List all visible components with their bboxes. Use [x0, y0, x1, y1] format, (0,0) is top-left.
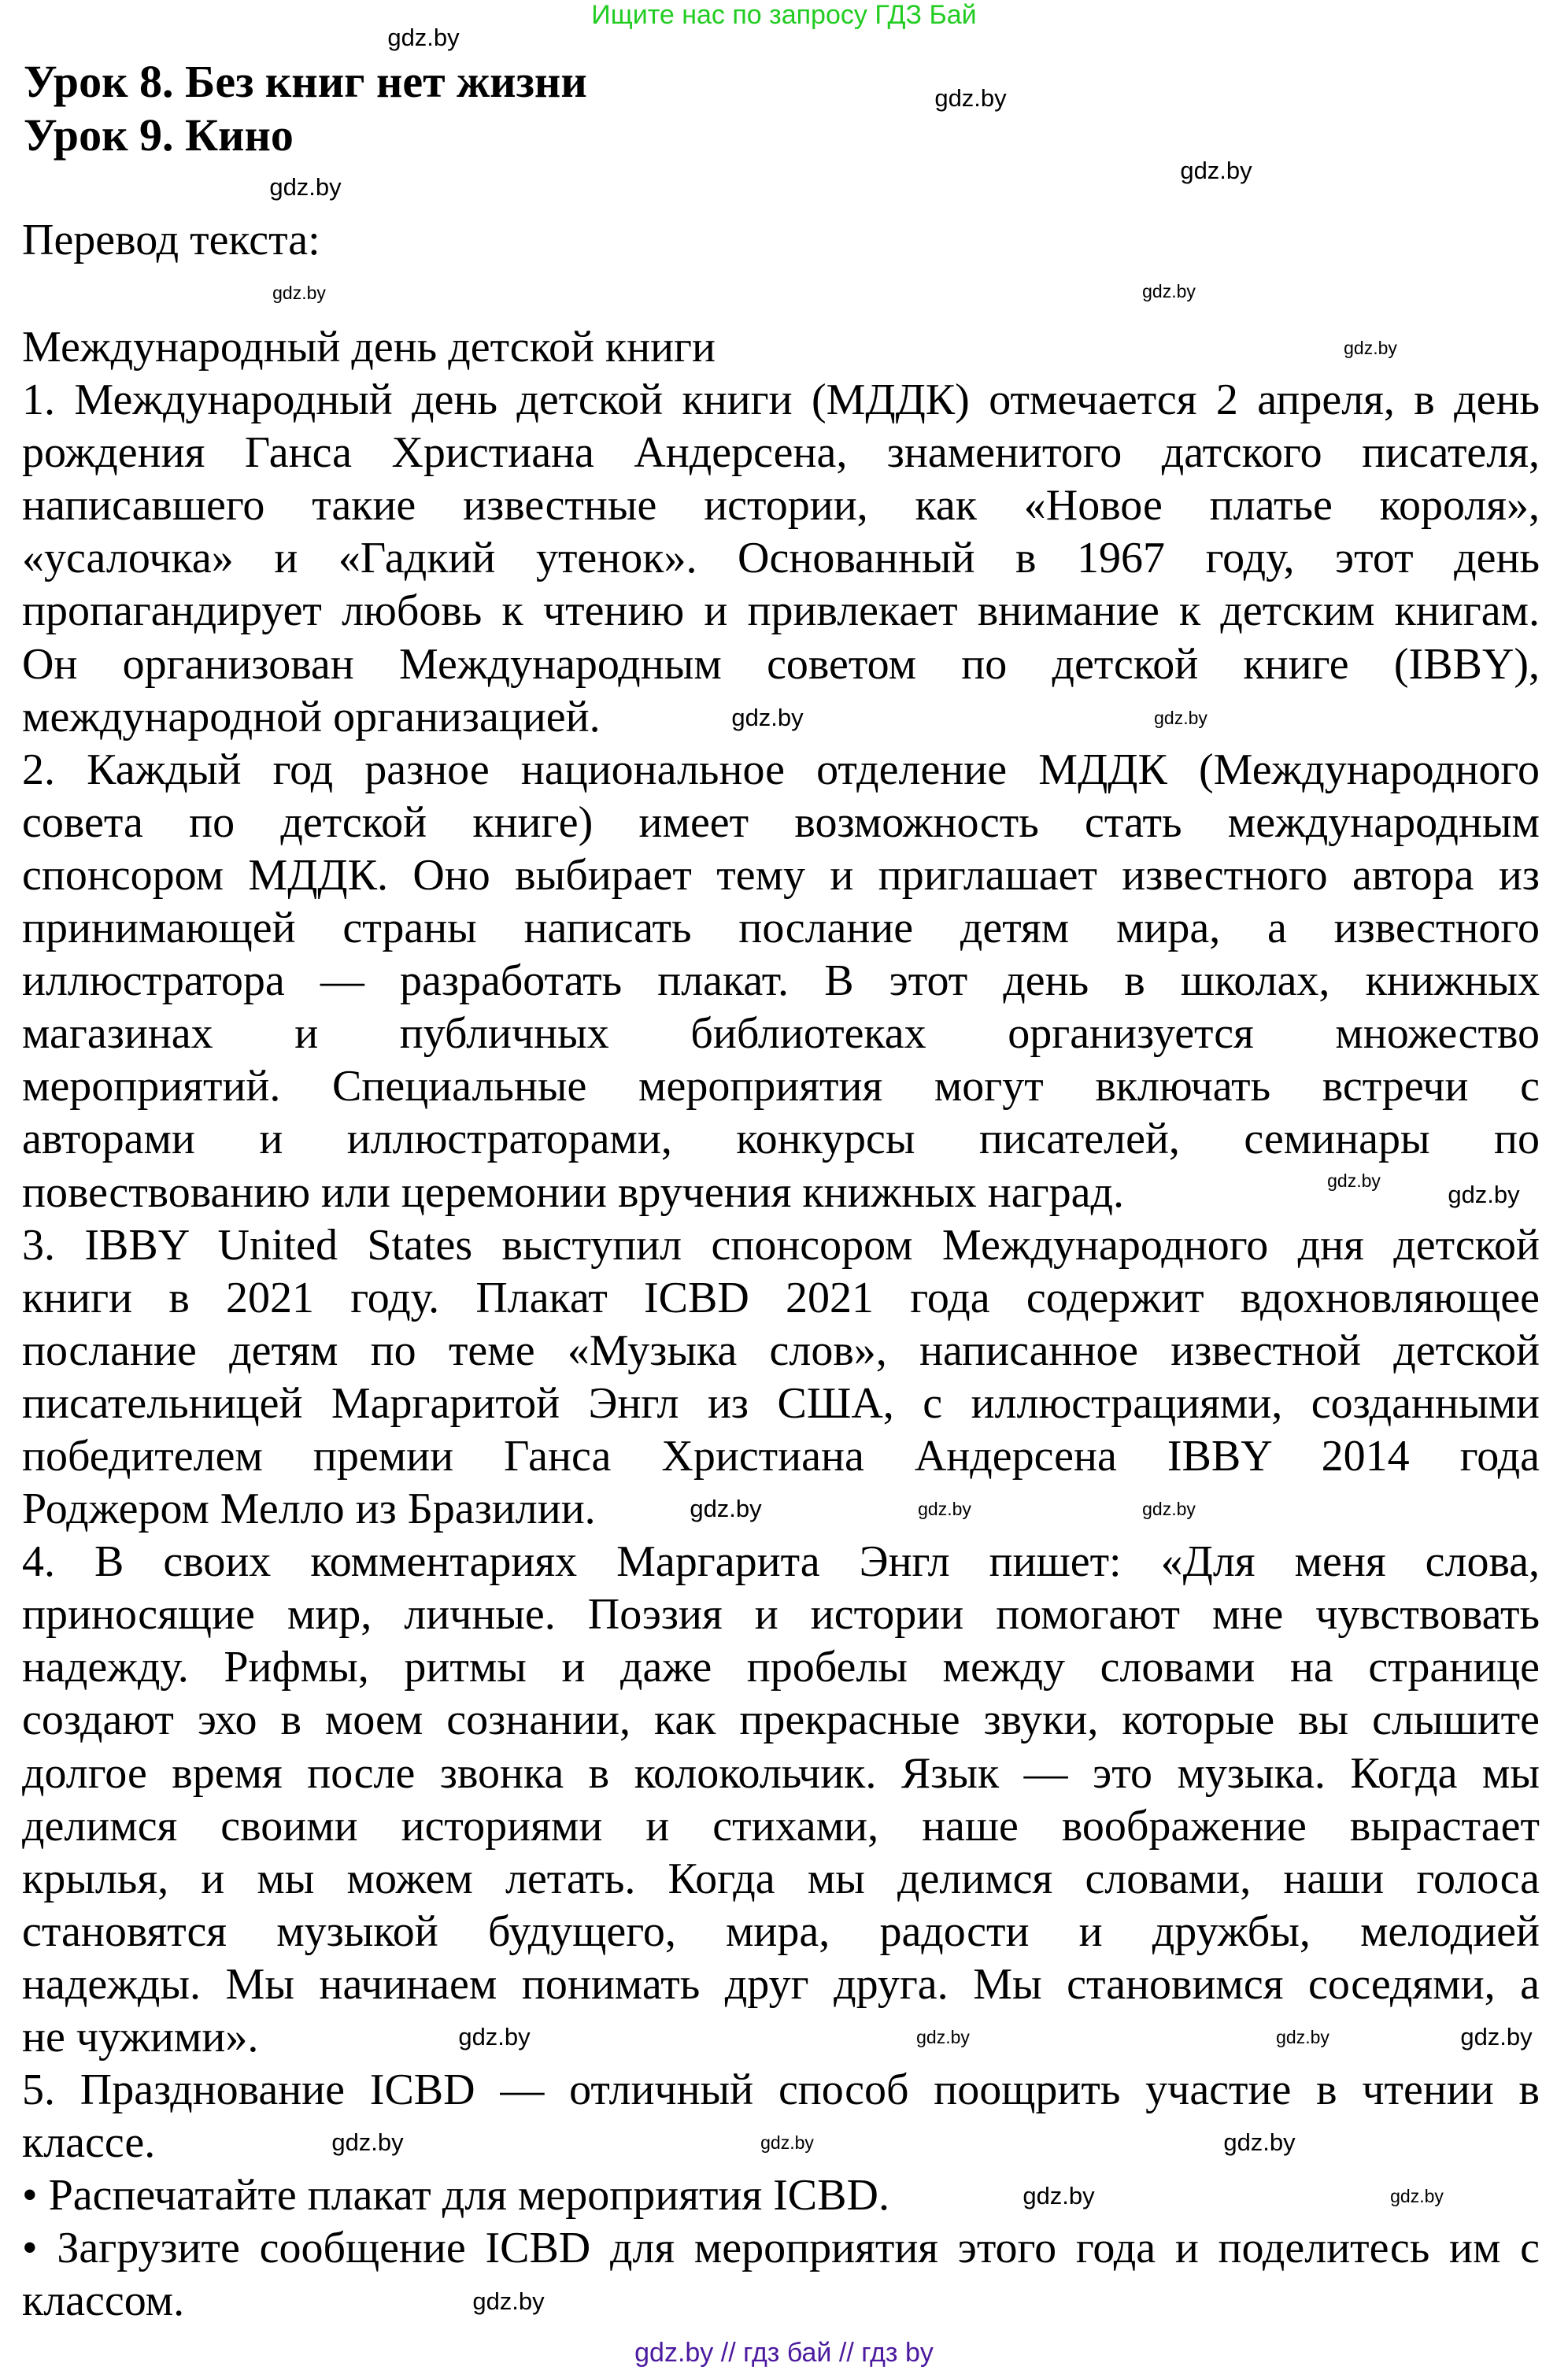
watermark: gdz.by: [269, 173, 342, 201]
text-line: принимающей страны написать послание детям мира, а известного: [22, 904, 1540, 953]
watermark: gdz.by: [1344, 338, 1397, 358]
watermark: gdz.by: [760, 2132, 814, 2153]
text-line: победителем премии Ганса Христиана Андерсена IBBY 2014 года: [22, 1431, 1540, 1481]
text-line: надежды. Мы начинаем понимать друг друга. Мы становимся соседями, а: [22, 1959, 1540, 2009]
text-line: не чужими».: [22, 2013, 259, 2062]
watermark: gdz.by: [916, 2027, 970, 2047]
text-line: мероприятий. Специальные мероприятия могут включать встречи с: [22, 1062, 1540, 1111]
text-line: • Загрузите сообщение ICBD для мероприятия этого года и поделитесь им с: [22, 2224, 1540, 2273]
watermark: gdz.by: [1023, 2182, 1095, 2209]
text-line: 4. В своих комментариях Маргарита Энгл пишет: «Для меня слова,: [22, 1537, 1540, 1587]
watermark: gdz.by: [1448, 1181, 1520, 1208]
text-line: Роджером Мелло из Бразилии.: [22, 1485, 596, 1534]
text-line: надежду. Рифмы, ритмы и даже пробелы между словами на странице: [22, 1643, 1540, 1692]
text-line: рождения Ганса Христиана Андерсена, знаменитого датского писателя,: [22, 428, 1540, 478]
text-line: • Распечатайте плакат для мероприятия ICBD.: [22, 2171, 889, 2221]
watermark: gdz.by: [1180, 157, 1252, 184]
watermark: gdz.by: [1460, 2023, 1533, 2050]
text-line: долгое время после звонка в колокольчик. Язык — это музыка. Когда мы: [22, 1748, 1540, 1798]
text-line: делимся своими историями и стихами, наше воображение вырастает: [22, 1801, 1540, 1851]
text-line: писательницей Маргаритой Энгл из США, с иллюстрациями, созданными: [22, 1378, 1540, 1428]
watermark: gdz.by: [1154, 708, 1207, 728]
text-line: авторами и иллюстраторами, конкурсы писателей, семинары по: [22, 1115, 1540, 1164]
watermark: gdz.by: [331, 2128, 404, 2156]
article-title: Международный день детской книги: [22, 323, 716, 372]
text-line: классе.: [22, 2118, 156, 2168]
text-line: классом.: [22, 2276, 185, 2326]
footer-links[interactable]: gdz.by // гдз бай // гдз by: [634, 2338, 934, 2368]
text-line: иллюстратора — разработать плакат. В этот день в школах, книжных: [22, 956, 1540, 1006]
text-line: магазинах и публичных библиотеках организуется множество: [22, 1009, 1540, 1059]
text-line: 1. Международный день детской книги (МДДК) отмечается 2 апреля, в день: [22, 375, 1540, 425]
text-line: «усалочка» и «Гадкий утенок». Основанный в 1967 году, этот день: [22, 534, 1540, 583]
text-line: написавшего такие известные истории, как «Новое платье короля»,: [22, 481, 1540, 531]
watermark: gdz.by: [1142, 1499, 1196, 1519]
text-line: приносящие мир, личные. Поэзия и истории помогают мне чувствовать: [22, 1590, 1540, 1640]
text-line: спонсором МДДК. Оно выбирает тему и приглашает известного автора из: [22, 850, 1540, 900]
text-line: создают эхо в моем сознании, как прекрасные звуки, которые вы слышите: [22, 1695, 1540, 1745]
watermark: gdz.by: [1327, 1170, 1381, 1191]
translation-heading: Перевод текста:: [22, 216, 320, 264]
text-line: послание детям по теме «Музыка слов», написанное известной детской: [22, 1326, 1540, 1375]
text-line: совета по детской книге) имеет возможность стать международным: [22, 797, 1540, 847]
text-line: пропагандирует любовь к чтению и привлекает внимание к детским книгам.: [22, 586, 1540, 636]
text-line: 3. IBBY United States выступил спонсором Международного дня детской: [22, 1220, 1540, 1270]
watermark: gdz.by: [1142, 281, 1196, 301]
watermark: gdz.by: [731, 704, 804, 731]
text-line: крылья, и мы можем летать. Когда мы делимся словами, наши голоса: [22, 1854, 1540, 1903]
text-line: Он организован Международным советом по детской книге (IBBY),: [22, 639, 1540, 689]
watermark: gdz.by: [272, 283, 326, 303]
text-line: повествованию или церемонии вручения книжных наград.: [22, 1167, 1124, 1217]
lesson-8-title: Урок 8. Без книг нет жизни: [24, 56, 587, 107]
watermark: gdz.by: [934, 84, 1007, 112]
watermark: gdz.by: [1390, 2186, 1444, 2206]
lesson-9-title: Урок 9. Кино: [24, 109, 294, 161]
watermark: gdz.by: [472, 2287, 545, 2315]
text-line: 2. Каждый год разное национальное отделение МДДК (Международного: [22, 745, 1540, 794]
watermark: gdz.by: [387, 24, 460, 51]
watermark: gdz.by: [690, 1495, 762, 1522]
watermark: gdz.by: [458, 2023, 531, 2050]
watermark: gdz.by: [918, 1499, 971, 1519]
text-line: книги в 2021 году. Плакат ICBD 2021 года содержит вдохновляющее: [22, 1273, 1540, 1322]
text-line: становятся музыкой будущего, мира, радости и дружбы, мелодией: [22, 1906, 1540, 1956]
watermark: gdz.by: [1276, 2027, 1329, 2047]
text-line: международной организацией.: [22, 692, 601, 741]
text-line: 5. Празднование ICBD — отличный способ поощрить участие в чтении в: [22, 2065, 1540, 2115]
watermark: gdz.by: [1223, 2128, 1296, 2156]
top-banner[interactable]: Ищите нас по запросу ГДЗ Бай: [591, 0, 977, 30]
